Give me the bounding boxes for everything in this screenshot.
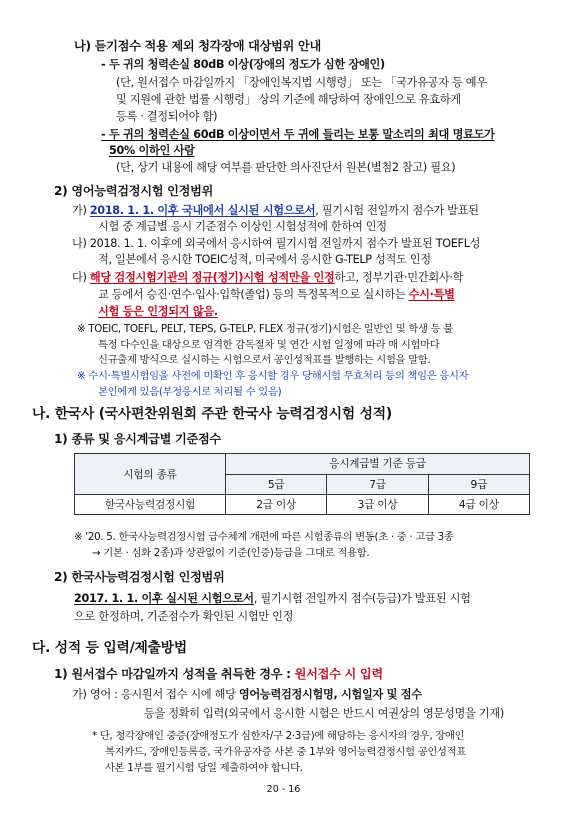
page-number: 20 - 16 [266,784,301,795]
hearing-impaired-heading: 나) 듣기점수 적용 제외 청각장애 대상범위 안내 [74,39,321,53]
submission-english-line1: 가) 영어 : 응시원서 접수 시에 해당 영어능력검정시험명, 시험일자 및 점수 [72,688,422,701]
korean-history-recognition-heading: 2) 한국사능력검정시험 인정범위 [54,570,225,584]
korean-history-criteria-heading: 1) 종류 및 응시계급별 기준점수 [54,432,221,446]
table-col-9: 9급 [428,474,529,495]
hearing-item-60db-note: (단, 상기 내용에 해당 여부를 판단한 의사진단서 원본(별첨2 참고) 필요) [116,161,456,174]
english-note2-line1: ※ 수시·특별시험임을 사전에 미확인 후 응시할 경우 당해시험 무효처리 등의 책임은 응시자 [77,370,469,382]
table-note-line1: ※ '20. 5. 한국사능력검정시험 급수체계 개편에 따른 시험종류의 변동(초 · 중 · 고급 3종 [74,531,454,543]
table-col-7: 7급 [327,474,428,495]
hearing-item-80db-note-2: 및 지원에 관한 법률 시행령」 상의 기준에 해당하여 장애인으로 유효하게 [116,93,461,106]
english-note2-line2: 본인에게 있음(부정응시로 처리될 수 있음) [98,386,282,398]
english-note1-line1: ※ TOEIC, TOEFL, PELT, TEPS, G-TELP, FLEX 정규(정기)시험은 일반인 및 학생 등 불 [77,323,453,335]
english-item-da-line3: 시험 등은 인정되지 않음. [98,305,218,318]
korean-history-criteria-table [74,453,530,515]
section-submission-title: 다. 성적 등 입력/제출방법 [32,640,187,656]
english-item-na-line2: 적, 일본에서 응시한 TOEIC성적, 미국에서 응시한 G-TELP 성적도 인정 [98,253,431,266]
section-korean-history-title: 나. 한국사 (국사편찬위원회 주관 한국사 능력검정시험 성적) [32,406,392,422]
submission-star-line3: 사본 1부를 필기시험 당일 제출하여야 합니다. [105,762,303,774]
submission-english-line2: 등을 정확히 입력(외국에서 응시한 시험은 반드시 여권상의 영문성명을 기재) [144,707,504,720]
hearing-item-80db-note-1: (단, 원서접수 마감일까지 「장애인복지법 시행령」 또는 「국가유공자 등 예우 [116,76,487,89]
table-col-5: 5급 [226,474,327,495]
english-item-na-line1: 나) 2018. 1. 1. 이후에 외국에서 응시하여 필기시험 전일까지 점수가 발표된 TOEFL성 [72,237,481,250]
table-header-exam-type: 시험의 종류 [75,454,226,495]
table-cell-9: 4급 이상 [428,495,529,515]
english-recognition-heading: 2) 영어능력검정시험 인정범위 [54,184,214,198]
english-item-ga-line1: 가) 2018. 1. 1. 이후 국내에서 실시된 시험으로서, 필기시험 전일까지 점수가 발표된 [72,204,479,217]
english-item-ga-line2: 시험 중 계급별 응시 기준점수 이상인 시험성적에 한하여 인정 [98,220,387,233]
table-cell-5: 2급 이상 [226,495,327,515]
table-row [75,495,530,515]
english-item-da-line1: 다) 해당 검정시험기관의 정규(정기)시험 성적만을 인정하고, 정부기관·민간회사·학 [72,271,464,284]
hearing-item-80db: - 두 귀의 청력손실 80dB 이상(장애의 정도가 심한 장애인) [101,58,385,71]
english-item-da-line2: 교 등에서 승진·연수·입사·입학(졸업) 등의 특정목적으로 실시하는 수시·특별 [98,288,455,301]
table-cell-7: 3급 이상 [327,495,428,515]
table-note-line2: → 기본 · 심화 2종)과 상관없이 기준(인증)등급을 그대로 적용함. [92,547,370,559]
submission-star-line2: 복지카드, 장애인등록증, 국가유공자증 사본 중 1부와 영어능력검정시험 공인성적표 [105,746,466,758]
table-header-grade: 응시계급별 기준 등급 [226,454,530,475]
hearing-item-60db-line1: - 두 귀의 청력손실 60dB 이상이면서 두 귀에 들리는 보통 말소리의 최대 명료도가 [101,128,495,141]
submission-item-1: 1) 원서접수 마감일까지 성적을 취득한 경우 : 원서접수 시 입력 [54,667,383,681]
hearing-item-80db-note-3: 등록 · 결정되어야 함) [116,110,218,123]
korean-history-recognition-line2: 으로 한정하며, 기준점수가 확인된 시험만 인정 [74,610,294,623]
english-note1-line3: 신규출제 방식으로 실시하는 시험으로서 공인성적표를 발행하는 시험을 말함. [98,354,431,366]
korean-history-recognition-line1: 2017. 1. 1. 이후 실시된 시험으로서, 필기시험 전일까지 점수(등급)가 발표된 시험 [74,592,471,605]
english-note1-line2: 특정 다수인을 대상으로 엄격한 감독절차 및 연간 시험 일정에 따라 매 시험마다 [98,339,440,351]
hearing-item-60db-line2: 50% 이하인 사람 [109,144,195,157]
table-row-name: 한국사능력검정시험 [75,495,226,515]
submission-star-line1: * 단, 청각장애인 중증(장애정도가 심한자/구 2·3급)에 해당하는 응시자의 경우, 장애인 [92,730,465,742]
